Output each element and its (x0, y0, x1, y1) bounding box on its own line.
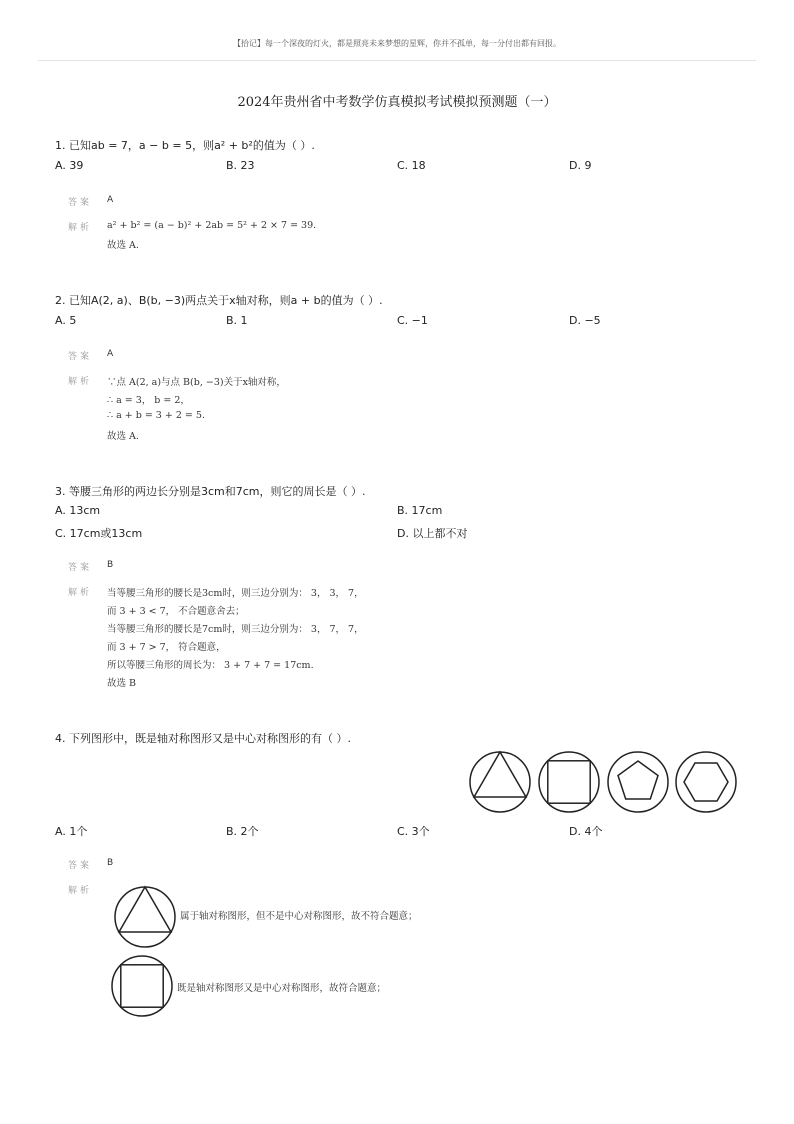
q4-answer-value: B (107, 858, 114, 868)
q1-explanation-line-2: 故选 A. (107, 240, 139, 251)
explanation-figure-circle-triangle (113, 885, 177, 949)
q3-option-c[interactable]: C. 17cm或13cm (55, 527, 143, 540)
q3-explanation-label: 解析 (68, 588, 93, 598)
q4-explanation-line-2: 既是轴对称图形又是中心对称图形，故符合题意； (177, 983, 387, 994)
q3-answer-label: 答案 (68, 563, 93, 573)
header-divider (38, 60, 756, 61)
q2-answer-label: 答案 (68, 352, 93, 362)
q3-option-a[interactable]: A. 13cm (55, 504, 101, 517)
q4-explanation-label: 解析 (68, 886, 93, 896)
q1-explanation-line-1: a² + b² = (a − b)² + 2ab = 5² + 2 × 7 = 39. (107, 220, 317, 231)
question-3-stem: 3. 等腰三角形的两边长分别是3cm和7cm，则它的周长是（ ）. (55, 485, 366, 498)
q2-explanation-line-4: 故选 A. (107, 431, 139, 442)
header-notice: 【拾记】每一个深夜的灯火，都是照亮未来梦想的星辉，你并不孤单，每一分付出都有回报。 (233, 39, 561, 48)
q4-answer-label: 答案 (68, 861, 93, 871)
question-2-stem: 2. 已知A(2, a)、B(b, −3)两点关于x轴对称，则a + b的值为（ ）. (55, 294, 383, 307)
q3-explanation-line-5: 所以等腰三角形的周长为： 3 + 7 + 7 = 17cm. (107, 660, 314, 671)
q3-explanation-line-1: 当等腰三角形的腰长是3cm时，则三边分别为： 3， 3， 7， (107, 588, 364, 599)
q2-explanation-line-2: ∴ a = 3， b = 2， (107, 395, 190, 406)
explanation-figure-circle-square (110, 954, 174, 1018)
q2-explanation-line-3: ∴ a + b = 3 + 2 = 5. (107, 410, 205, 421)
figure-circle-square (537, 750, 601, 814)
q2-answer-value: A (107, 349, 114, 359)
q1-option-d[interactable]: D. 9 (569, 159, 592, 172)
q1-option-b[interactable]: B. 23 (226, 159, 255, 172)
q1-answer-value: A (107, 195, 114, 205)
q1-answer-label: 答案 (68, 198, 93, 208)
figure-circle-pentagon (606, 750, 670, 814)
q2-option-d[interactable]: D. −5 (569, 314, 601, 327)
q1-option-c[interactable]: C. 18 (397, 159, 426, 172)
q1-explanation-label: 解析 (68, 223, 93, 233)
q3-option-d[interactable]: D. 以上都不对 (397, 527, 468, 540)
q4-option-c[interactable]: C. 3个 (397, 825, 430, 838)
question-4-stem: 4. 下列图形中，既是轴对称图形又是中心对称图形的有（ ）. (55, 732, 351, 745)
q1-option-a[interactable]: A. 39 (55, 159, 84, 172)
q2-explanation-label: 解析 (68, 377, 93, 387)
q4-option-a[interactable]: A. 1个 (55, 825, 88, 838)
page-title: 2024年贵州省中考数学仿真模拟考试模拟预测题（一） (237, 95, 557, 110)
q2-option-a[interactable]: A. 5 (55, 314, 77, 327)
figure-circle-triangle (468, 750, 532, 814)
q2-option-c[interactable]: C. −1 (397, 314, 428, 327)
q3-option-b[interactable]: B. 17cm (397, 504, 443, 517)
figure-circle-hexagon (674, 750, 738, 814)
q3-explanation-line-6: 故选 B (107, 678, 137, 689)
q3-explanation-line-2: 而 3 + 3 < 7， 不合题意舍去； (107, 606, 245, 617)
q3-answer-value: B (107, 560, 114, 570)
q2-option-b[interactable]: B. 1 (226, 314, 248, 327)
q2-explanation-line-1: ∵点 A(2, a)与点 B(b, −3)关于x轴对称， (107, 377, 286, 388)
question-1-stem: 1. 已知ab = 7，a − b = 5，则a² + b²的值为（ ）. (55, 139, 315, 152)
q4-explanation-line-1: 属于轴对称图形，但不是中心对称图形，故不符合题意； (180, 911, 418, 922)
q3-explanation-line-3: 当等腰三角形的腰长是7cm时，则三边分别为： 3， 7， 7， (107, 624, 364, 635)
q4-option-d[interactable]: D. 4个 (569, 825, 603, 838)
q3-explanation-line-4: 而 3 + 7 > 7， 符合题意， (107, 642, 226, 653)
q4-option-b[interactable]: B. 2个 (226, 825, 259, 838)
